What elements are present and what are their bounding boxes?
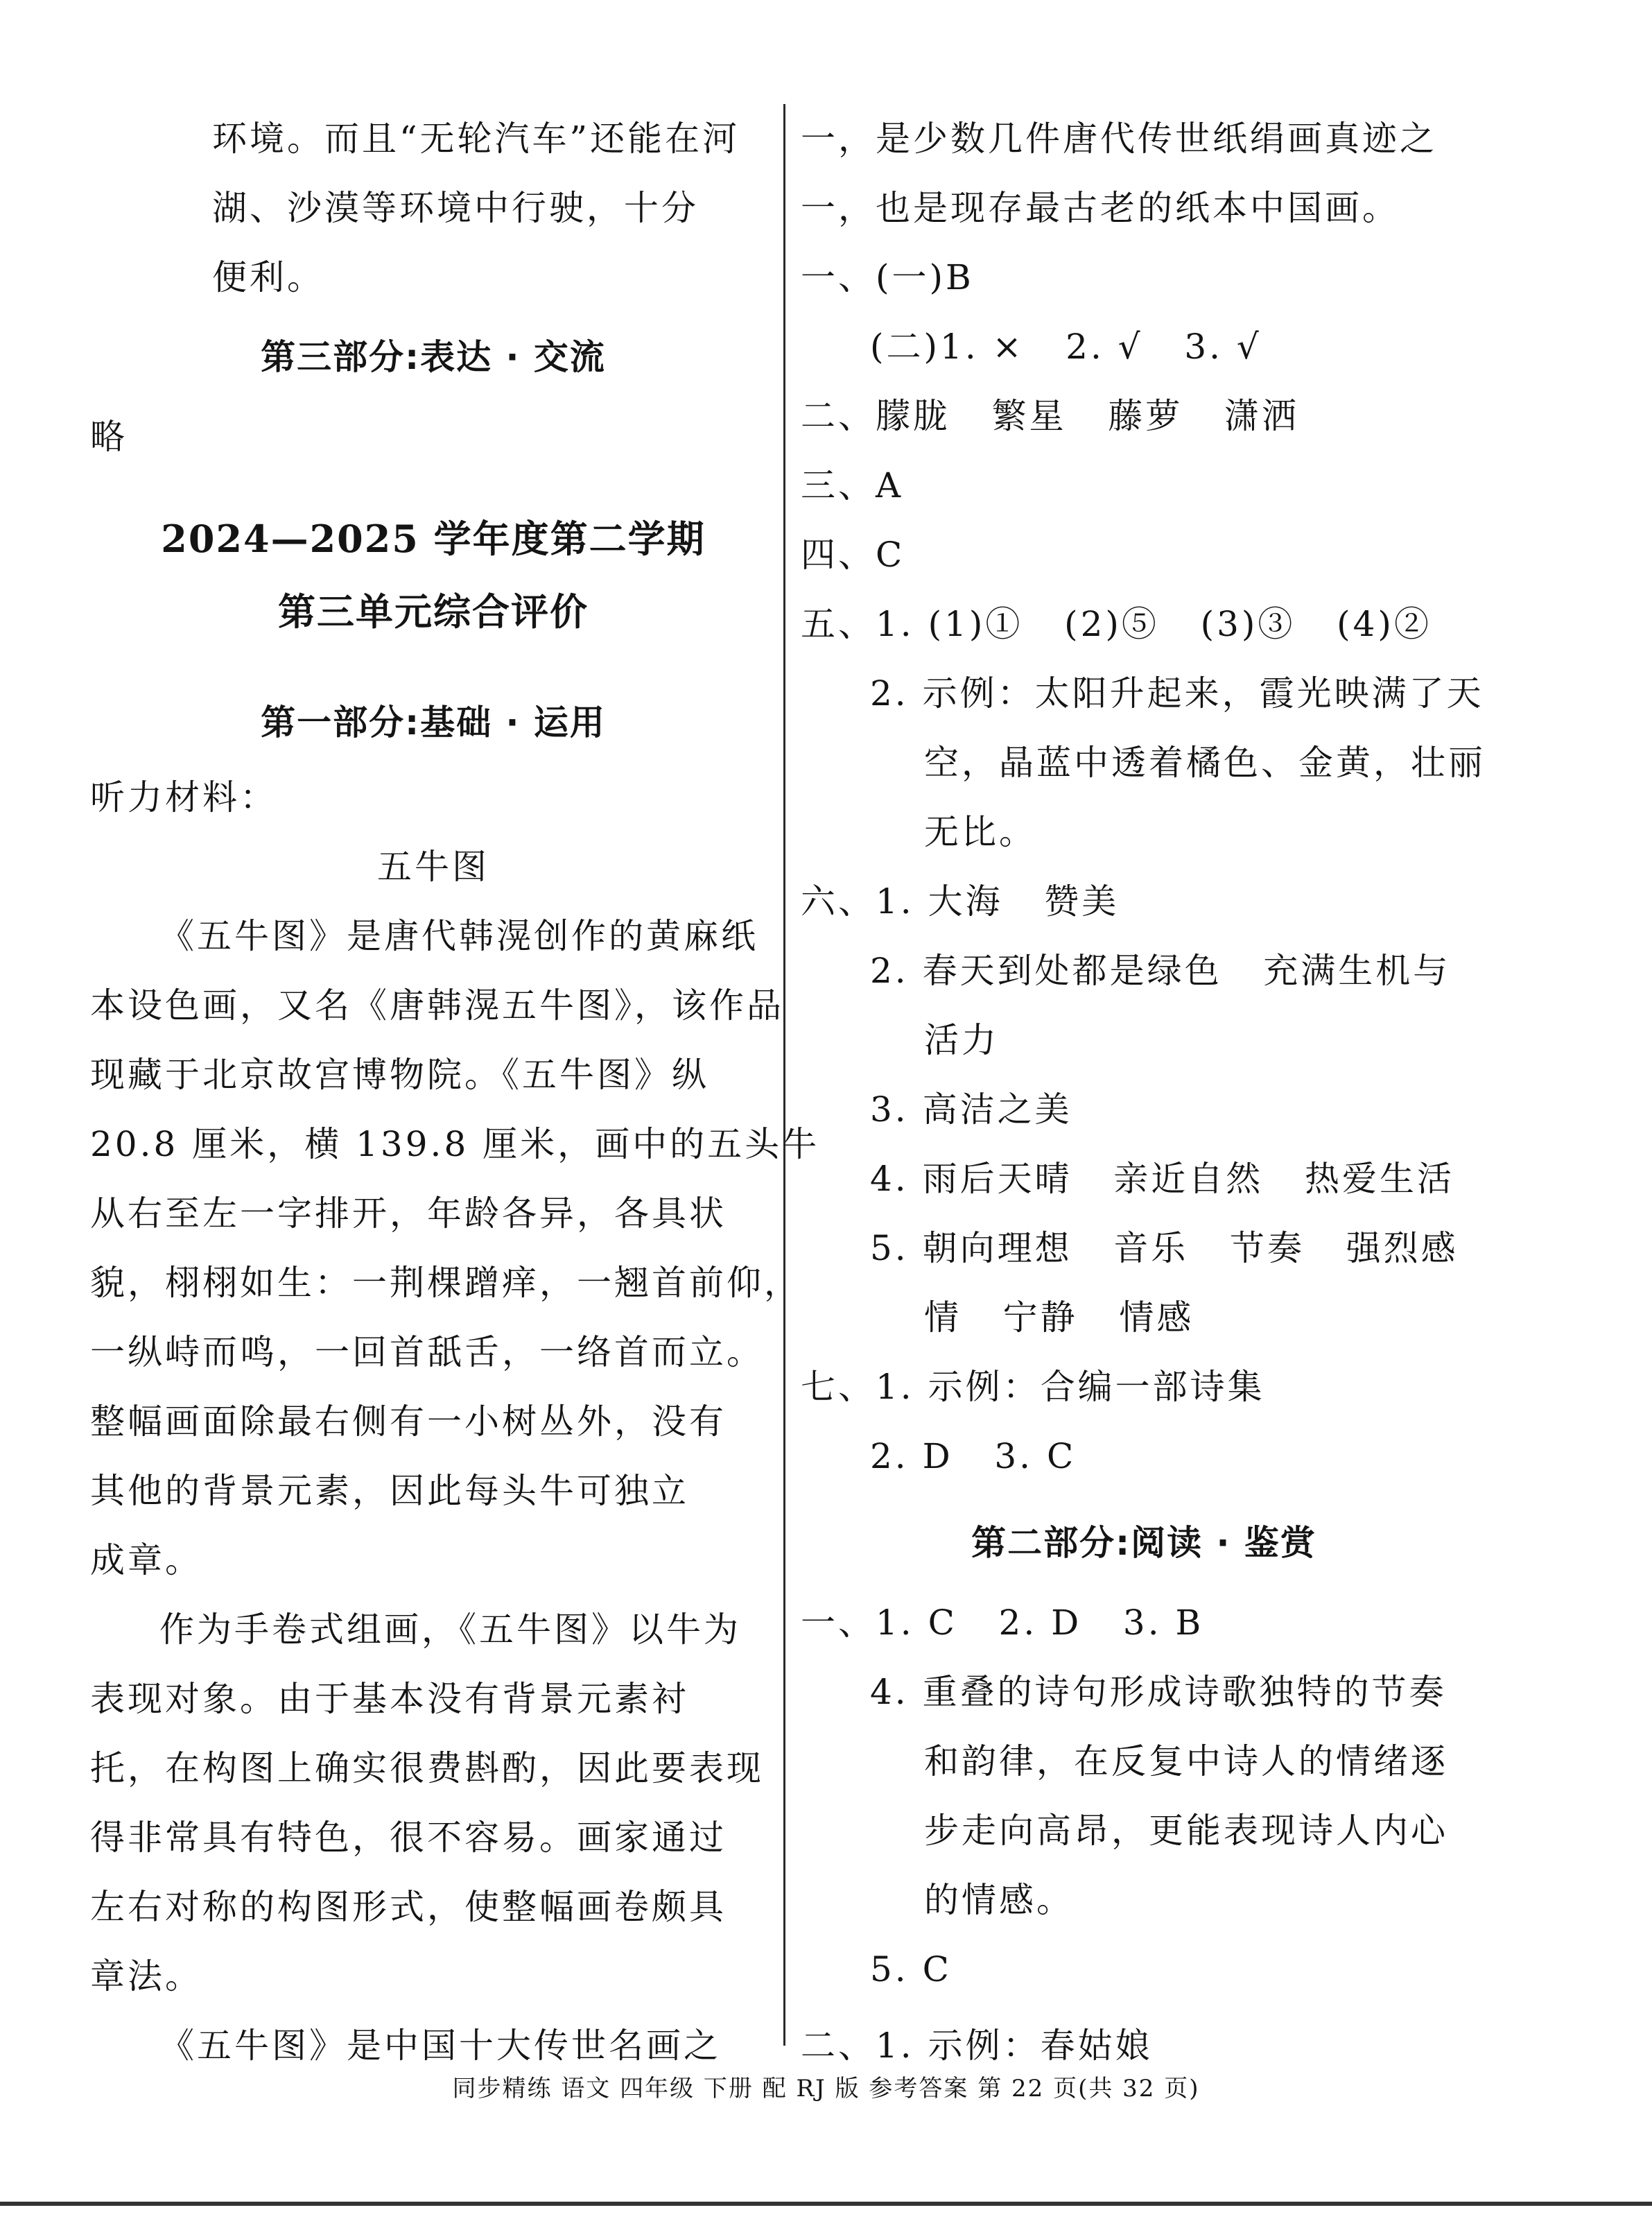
- left-column: [90, 0, 820, 2080]
- passage-line: 其他的背景元素，因此每头牛可独立: [90, 1471, 689, 1511]
- column-divider: [783, 104, 785, 2046]
- intro-line: 湖、沙漠等环境中行驶，十分: [212, 188, 699, 228]
- passage-line: 托，在构图上确实很费斟酌，因此要表现: [90, 1748, 764, 1788]
- passage-line: 章法。: [90, 1956, 202, 1996]
- exam-title-line2: 第三单元综合评价: [278, 589, 589, 634]
- page-footer: 同步精练 语文 四年级 下册 配 RJ 版 参考答案 第 22 页(共 32 页): [452, 2075, 1200, 2103]
- passage-line: 从右至左一字排开，年龄各异，各具状: [90, 1193, 727, 1234]
- answer-line: 七、1. 示例：合编一部诗集: [801, 1367, 1265, 1407]
- continuation-line: 一，也是现存最古老的纸本中国画。: [801, 188, 1400, 228]
- passage-title: 五牛图: [377, 847, 489, 887]
- passage-line: 20.8 厘米，横 139.8 厘米，画中的五头牛: [90, 1124, 820, 1164]
- listening-label: 听力材料：: [90, 777, 277, 818]
- answer-line: 二、朦胧 繁星 藤萝 潇洒: [801, 396, 1300, 436]
- answer-line: 一、1. C 2. D 3. B: [801, 1603, 1204, 1643]
- answer-line: 2. D 3. C: [870, 1436, 1077, 1476]
- passage-line: 左右对称的构图形式，使整幅画卷颇具: [90, 1887, 727, 1927]
- passage-line: 整幅画面除最右侧有一小树丛外，没有: [90, 1401, 727, 1442]
- answer-line: 四、C: [801, 535, 905, 575]
- passage-line: 成章。: [90, 1540, 202, 1580]
- passage-line: 《五牛图》是唐代韩滉创作的黄麻纸: [159, 916, 758, 956]
- answer-line: (二)1. × 2. √ 3. √: [870, 327, 1262, 367]
- intro-line: 环境。而且“无轮汽车”还能在河: [212, 119, 740, 159]
- answer-line: 六、1. 大海 赞美: [801, 881, 1120, 922]
- answer-line: 情 宁静 情感: [924, 1297, 1194, 1338]
- answer-line: 的情感。: [924, 1880, 1074, 1920]
- answer-line: 二、1. 示例：春姑娘: [801, 2026, 1153, 2066]
- answer-line: 步走向高昂，更能表现诗人内心: [924, 1811, 1448, 1851]
- passage-line: 作为手卷式组画，《五牛图》以牛为: [159, 1609, 741, 1650]
- right-column: [801, 0, 1487, 2080]
- passage-line: 得非常具有特色，很不容易。画家通过: [90, 1817, 727, 1858]
- answer-line: 4. 雨后天晴 亲近自然 热爱生活: [870, 1159, 1454, 1199]
- answer-line: 2. 春天到处都是绿色 充满生机与: [870, 951, 1451, 991]
- answer-line: 空，晶蓝中透着橘色、金黄，壮丽: [924, 743, 1486, 783]
- exam-title-line1: 2024—2025 学年度第二学期: [161, 517, 706, 561]
- answer-line: 无比。: [924, 812, 1036, 852]
- continuation-line: 一，是少数几件唐代传世纸绢画真迹之: [801, 119, 1437, 159]
- answer-line: 5. C: [870, 1949, 952, 1989]
- passage-line: 《五牛图》是中国十大传世名画之: [159, 2026, 721, 2066]
- part1-heading: 第一部分:基础 · 运用: [261, 702, 606, 743]
- answer-line: 3. 高洁之美: [870, 1089, 1072, 1130]
- answer-line: 5. 朝向理想 音乐 节奏 强烈感: [870, 1228, 1459, 1268]
- part2-heading: 第二部分:阅读 · 鉴赏: [971, 1523, 1316, 1563]
- passage-line: 一纵峙而鸣，一回首舐舌，一络首而立。: [90, 1332, 764, 1372]
- passage-line: 现藏于北京故宫博物院。《五牛图》纵: [90, 1055, 709, 1095]
- bottom-rule: [0, 2202, 1652, 2206]
- answer-line: 2. 示例：太阳升起来，霞光映满了天: [870, 673, 1484, 714]
- answer-line: 4. 重叠的诗句形成诗歌独特的节奏: [870, 1672, 1447, 1712]
- passage-line: 本设色画，又名《唐韩滉五牛图》，该作品: [90, 985, 784, 1026]
- answer-line: 三、A: [801, 465, 904, 506]
- answer-line: 五、1. (1)① (2)⑤ (3)③ (4)②: [801, 604, 1432, 644]
- answer-line: 一、(一)B: [801, 257, 974, 297]
- answer-line: 活力: [924, 1020, 999, 1060]
- answer-line: 和韵律，在反复中诗人的情绪逐: [924, 1741, 1448, 1781]
- part3-answer: 略: [90, 417, 128, 457]
- passage-line: 表现对象。由于基本没有背景元素衬: [90, 1679, 689, 1719]
- passage-line: 貌，栩栩如生：一荆棵蹭痒，一翘首前仰，: [90, 1263, 801, 1303]
- part3-heading: 第三部分:表达 · 交流: [261, 337, 606, 377]
- intro-line: 便利。: [212, 257, 324, 297]
